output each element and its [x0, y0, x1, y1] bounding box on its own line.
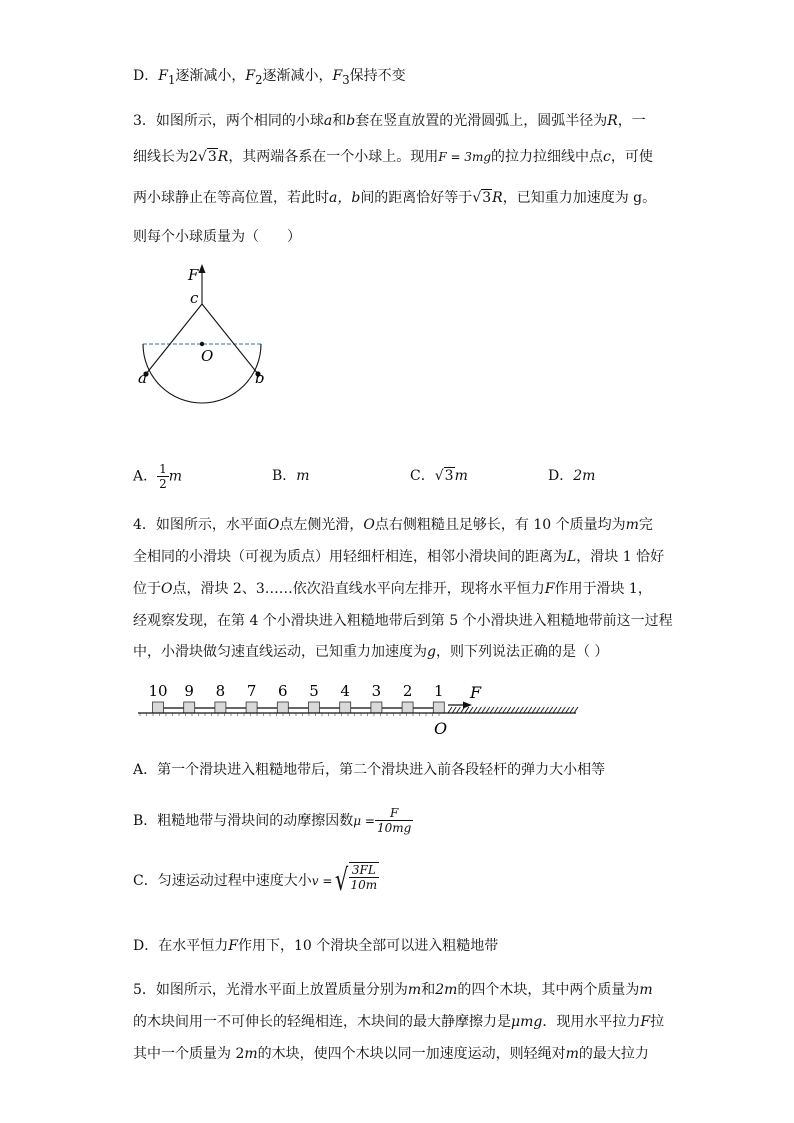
rough-hatch [570, 707, 574, 713]
slider-block [277, 702, 288, 713]
numerator: F [375, 806, 413, 821]
sqrt-3: √3 [197, 149, 217, 165]
q4-line-3 [133, 579, 652, 599]
rough-hatch [490, 707, 494, 713]
arrow-head [199, 264, 206, 273]
var-b: b [346, 113, 356, 129]
rough-hatch [561, 707, 565, 713]
rough-hatch [486, 707, 490, 713]
text: 位于 [133, 581, 161, 597]
sqrt-arg: 3 [207, 149, 217, 165]
rough-hatch [503, 707, 507, 713]
var-r: R [607, 113, 618, 129]
q4-figure [130, 678, 580, 740]
text: 的拉力拉细线中点 [491, 149, 604, 165]
rough-hatch [515, 707, 519, 713]
var-f1: F [158, 68, 168, 84]
var-f: F [228, 938, 238, 954]
text: D．在水平恒力 [133, 938, 229, 954]
rough-hatch [465, 707, 469, 713]
slider-block [153, 702, 164, 713]
frac-mu [375, 806, 413, 835]
q5-line-2 [133, 1012, 664, 1032]
text: ，滑块 1 恰好 [576, 549, 665, 565]
string-left [146, 304, 202, 374]
option-label: B． [272, 468, 297, 484]
var-o: O [267, 517, 280, 533]
block-label: 2 [402, 682, 413, 700]
text: 点右侧粗糙且足够长，有 10 个质量均为 [374, 517, 626, 533]
var-r: R [492, 190, 503, 206]
text: 的最大拉力 [578, 1046, 649, 1062]
rough-hatch [452, 707, 456, 713]
q3-option-d [548, 466, 595, 486]
q3-option-a [133, 462, 182, 491]
rough-hatch [557, 707, 561, 713]
slider-block [184, 702, 195, 713]
var-2m: 2m [435, 982, 458, 998]
text: ，一 [617, 113, 646, 129]
rough-hatch [524, 707, 528, 713]
q5-line-1 [133, 980, 653, 1000]
sqrt-3: √3 [434, 468, 454, 484]
text: 完 [638, 517, 653, 533]
rough-hatch [473, 707, 477, 713]
var-f2: F [245, 68, 256, 84]
slider-block [215, 702, 226, 713]
rough-hatch [536, 707, 540, 713]
sub-1: 1 [167, 72, 176, 87]
text: 点左侧光滑， [279, 517, 364, 533]
var-m: m [639, 982, 653, 998]
var-f: F [544, 581, 555, 597]
frac-v [349, 863, 380, 892]
numerator: 1 [159, 462, 167, 476]
rough-hatch [494, 707, 498, 713]
q2-option-d [133, 66, 406, 90]
slider-block [246, 702, 257, 713]
mu-eq: μ = [353, 813, 375, 828]
center-point [200, 342, 204, 346]
text: 全相同的小滑块（可视为质点）用轻细杆相连，相邻小滑块间的距离为 [133, 549, 567, 565]
var-r: R [217, 149, 229, 165]
rough-hatch [566, 707, 570, 713]
text: 作用于滑块 1， [554, 581, 652, 597]
rough-hatch [549, 707, 553, 713]
slider-block [433, 702, 444, 713]
text: 和 [421, 982, 436, 998]
q3-option-c [410, 466, 468, 486]
text: 的四个木块，其中两个质量为 [457, 982, 640, 998]
block-label: 7 [246, 682, 257, 700]
text: C．匀速运动过程中速度大小 [133, 873, 312, 889]
text: ，其两端各系在一个小球上。现用 [228, 149, 439, 165]
text: A．第一个滑块进入粗糙地带后，第二个滑块进入前各段轻杆的弹力大小相等 [133, 762, 606, 778]
rough-hatch [574, 707, 578, 713]
q4-line-4 [133, 611, 673, 631]
label-o: O [201, 347, 214, 365]
rough-hatch [540, 707, 544, 713]
q3-line-1 [133, 111, 646, 131]
text: 作用下，10 个滑块全部可以进入粗糙地带 [237, 938, 499, 954]
text: 和 [332, 113, 347, 129]
q4-option-c [133, 862, 379, 900]
q3-line-4 [133, 227, 301, 247]
label-c: c [190, 289, 199, 307]
q3-line-3 [133, 188, 656, 208]
text: 细线长为 [133, 149, 189, 165]
option-label: C． [410, 468, 435, 484]
block-label: 8 [215, 682, 226, 700]
rough-hatch [528, 707, 532, 713]
sub-2: 2 [255, 72, 263, 87]
text: 则每个小球质量为（ ） [133, 229, 301, 245]
rough-hatch [456, 707, 460, 713]
ground-hatch-rough [448, 707, 578, 713]
slider-block [340, 702, 351, 713]
var-g: g [427, 644, 436, 660]
rough-hatch [482, 707, 486, 713]
denominator: 10mg [376, 821, 412, 835]
coef: 2 [189, 149, 198, 165]
label-o: O [434, 719, 448, 738]
var-m: m [168, 468, 183, 485]
var-a: a [323, 113, 333, 129]
text: 两小球静止在等高位置，若此时 [133, 190, 329, 206]
q4-option-d [133, 936, 498, 956]
rough-hatch [532, 707, 536, 713]
label-f: F [188, 266, 199, 284]
q4-option-a [133, 760, 605, 780]
text: ，可使 [610, 149, 653, 165]
sqrt-expression: √ $\frac{3FL}{10m}$ [335, 863, 378, 898]
q4-option-b [133, 806, 413, 835]
text: 的木块，使四个木块以同一加速度运动，则轻绳对 [257, 1046, 566, 1062]
text: 点，滑块 2、3……依次沿直线水平向左排开，现将水平恒力 [172, 581, 545, 597]
v-eq: v = [311, 874, 333, 888]
force-equation: F = 3mg [438, 150, 492, 164]
text: 中，小滑块做匀速直线运动，已知重力加速度为 [133, 644, 427, 660]
q4-line-5 [133, 642, 608, 662]
option-label: D． [548, 468, 574, 484]
rough-hatch [477, 707, 481, 713]
frac-half [157, 462, 169, 491]
var-m: m [625, 517, 639, 533]
q4-line-2 [133, 547, 664, 567]
rough-hatch [511, 707, 515, 713]
block-group [148, 682, 444, 713]
rough-hatch [519, 707, 523, 713]
block-label: 4 [340, 682, 350, 700]
rough-hatch [545, 707, 549, 713]
rough-hatch [507, 707, 511, 713]
block-label: 10 [148, 682, 168, 700]
slider-block [309, 702, 320, 713]
slider-block [371, 702, 382, 713]
var-ab: a，b [329, 190, 361, 206]
slider-block [402, 702, 413, 713]
block-label: 3 [371, 682, 382, 700]
var-l: L [567, 549, 577, 565]
text: 间的距离恰好等于 [360, 190, 473, 206]
label-a: a [138, 369, 147, 387]
label-f: F [470, 683, 482, 702]
sqrt-3r: √3 [472, 190, 492, 206]
rough-hatch [553, 707, 557, 713]
q3-option-b [272, 466, 310, 486]
text: ，已知重力加速度为 g。 [502, 190, 657, 206]
text: B．粗糙地带与滑块间的动摩擦因数 [133, 812, 354, 829]
q4-line-1 [133, 515, 653, 535]
text: 5．如图所示，光滑水平面上放置质量分别为 [133, 982, 408, 998]
arrow-head [463, 702, 472, 709]
sqrt-arg: 3 [482, 190, 492, 206]
var-umg: μmg [511, 1014, 543, 1030]
text: 3．如图所示，两个相同的小球 [133, 113, 324, 129]
text: 经观察发现，在第 4 个小滑块进入粗糙地带后到第 5 个小滑块进入粗糙地带前这一过程 [133, 613, 673, 629]
block-label: 6 [278, 682, 288, 700]
var-m: m [454, 468, 468, 484]
option-label: D． [133, 68, 159, 84]
sub-3: 3 [342, 72, 350, 87]
text: 套在竖直放置的光滑圆弧上，圆弧半径为 [355, 113, 608, 129]
text: 拉 [650, 1014, 665, 1030]
label-b: b [255, 369, 265, 387]
sqrt-arg: 3 [444, 468, 454, 484]
text: ，则下列说法正确的是（ ） [435, 644, 609, 660]
block-label: 9 [184, 682, 194, 700]
var-m: m [244, 1046, 258, 1062]
block-label: 5 [309, 682, 319, 700]
var-m: m [296, 468, 310, 484]
text: 的木块间用一不可伸长的轻绳相连，木块间的最大静摩擦力是 [133, 1014, 511, 1030]
var-o: O [161, 581, 173, 597]
option-label: A． [133, 468, 158, 485]
text: 逐渐减小， [262, 68, 333, 84]
var-o: O [363, 517, 375, 533]
text: 4．如图所示，水平面 [133, 517, 268, 533]
block-label: 1 [434, 682, 444, 700]
var-m: m [565, 1046, 579, 1062]
rough-hatch [448, 707, 452, 713]
rough-hatch [469, 707, 473, 713]
q5-line-3 [133, 1044, 649, 1064]
text: 其中一个质量为 2 [133, 1046, 245, 1062]
var-c: c [603, 149, 611, 165]
q3-line-2 [133, 147, 653, 167]
q3-figure [130, 262, 280, 412]
text: 逐渐减小， [175, 68, 246, 84]
denominator: 10m [350, 878, 378, 892]
var-m: m [407, 982, 422, 998]
var-f: F [640, 1014, 651, 1030]
rough-hatch [498, 707, 502, 713]
var-f3: F [332, 68, 343, 84]
var-2m: 2m [573, 468, 596, 484]
text: ．现用水平拉力 [542, 1014, 641, 1030]
text: 保持不变 [349, 68, 406, 84]
numerator: 3FL [349, 863, 380, 878]
denominator: 2 [159, 477, 167, 491]
